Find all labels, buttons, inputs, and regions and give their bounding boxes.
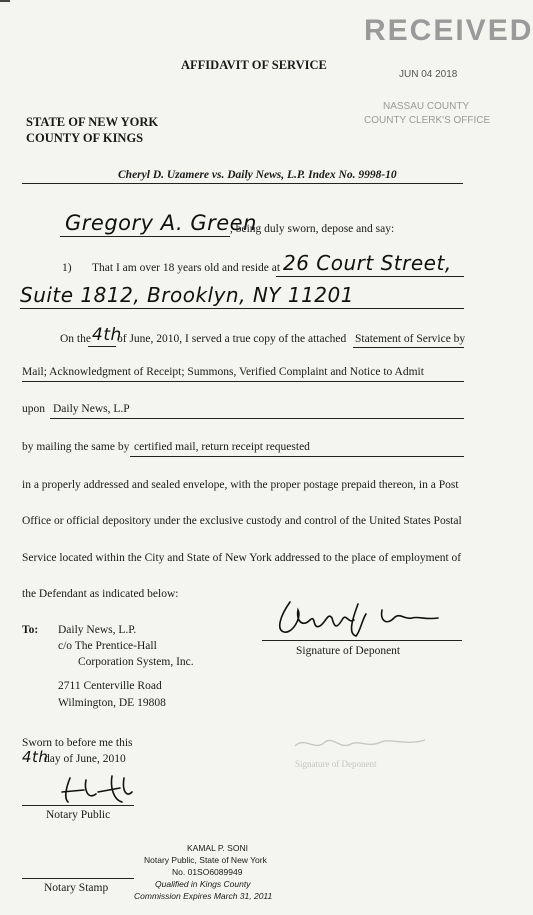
upon-underline [50, 418, 464, 419]
to-line-5: Wilmington, DE 19808 [58, 697, 166, 709]
documents-served-2: Mail; Acknowledgment of Receipt; Summons, Verified Complaint and Notice to Admit [22, 366, 424, 378]
paragraph-number: 1) [62, 262, 72, 274]
mailing-prefix: by mailing the same by [22, 441, 130, 453]
received-stamp-word: RECEIVED [364, 14, 533, 47]
address-line1-handwritten: 26 Court Street, [283, 251, 452, 275]
body-line-1: in a properly addressed and sealed envelope, with the proper postage prepaid thereon, in a Post [22, 479, 459, 491]
service-date-text: of June, 2010, I served a true copy of the attached [117, 333, 347, 345]
received-stamp-line1: NASSAU COUNTY [383, 101, 470, 112]
received-stamp-line2: COUNTY CLERK'S OFFICE [364, 115, 491, 126]
to-line-4: 2711 Centerville Road [58, 680, 162, 692]
mailing-method: certified mail, return receipt requested [134, 441, 310, 453]
mailing-underline [130, 456, 464, 457]
sworn-before-me-1: Sworn to before me this [22, 737, 133, 749]
address-line2-underline [20, 308, 464, 309]
notary-day-handwritten: 4th [22, 748, 49, 766]
signature-line [262, 640, 462, 641]
sworn-text: , being duly sworn, depose and say: [230, 223, 395, 235]
body-line-4: the Defendant as indicated below: [22, 588, 179, 600]
upon-value: Daily News, L.P [53, 403, 130, 415]
documents-served-2-underline [22, 381, 464, 382]
body-line-2: Office or official depository under the exclusive custody and control of the United States Postal [22, 515, 462, 527]
signature-caption: Signature of Deponent [296, 645, 401, 657]
corner-mark [0, 0, 10, 2]
faint-signature-bleedthrough [285, 728, 435, 758]
documents-served-1: Statement of Service by [355, 333, 466, 345]
address-line2-handwritten: Suite 1812, Brooklyn, NY 11201 [20, 283, 354, 307]
to-line-1: Daily News, L.P. [58, 624, 137, 636]
to-line-2: c/o The Prentice-Hall [58, 640, 157, 652]
deponent-name-line [60, 236, 230, 237]
deponent-name-handwritten: Gregory A. Green [65, 211, 257, 235]
county-label: COUNTY OF KINGS [26, 131, 144, 145]
faint-signature-caption: Signature of Deponent [295, 759, 377, 769]
notary-stamp-line-2: Notary Public, State of New York [144, 855, 267, 865]
notary-stamp-line [22, 878, 134, 879]
notary-stamp-line-1: KAMAL P. SONI [187, 843, 248, 853]
body-line-3: Service located within the City and State of New York addressed to the place of employment of [22, 552, 462, 564]
address-line1-underline [276, 276, 464, 277]
notary-stamp-line-4: Qualified in Kings County [155, 879, 251, 889]
received-stamp-date: JUN 04 2018 [399, 69, 458, 80]
notary-public-label: Notary Public [46, 809, 111, 821]
on-the-text: On the [60, 333, 91, 345]
upon-label: upon [22, 403, 45, 415]
notary-signature [40, 770, 150, 810]
sworn-before-me-2: day of June, 2010 [44, 753, 126, 765]
to-label: To: [22, 624, 39, 636]
service-day-underline [88, 346, 116, 347]
deponent-signature [262, 590, 452, 650]
state-label: STATE OF NEW YORK [26, 115, 159, 129]
to-line-3: Corporation System, Inc. [78, 656, 194, 668]
documents-served-1-underline [353, 347, 464, 348]
notary-public-line [22, 805, 134, 806]
caption-underline [22, 183, 463, 184]
notary-stamp-label: Notary Stamp [44, 882, 109, 894]
service-day-handwritten: 4th [92, 325, 122, 345]
case-caption: Cheryl D. Uzamere vs. Daily News, L.P. Index No. 9998-10 [118, 169, 397, 181]
notary-stamp-line-5: Commission Expires March 31, 2011 [134, 891, 273, 901]
notary-stamp-line-3: No. 01SO6089949 [172, 867, 243, 877]
paragraph-text: That I am over 18 years old and reside at [92, 262, 281, 274]
document-title: AFFIDAVIT OF SERVICE [181, 58, 327, 72]
